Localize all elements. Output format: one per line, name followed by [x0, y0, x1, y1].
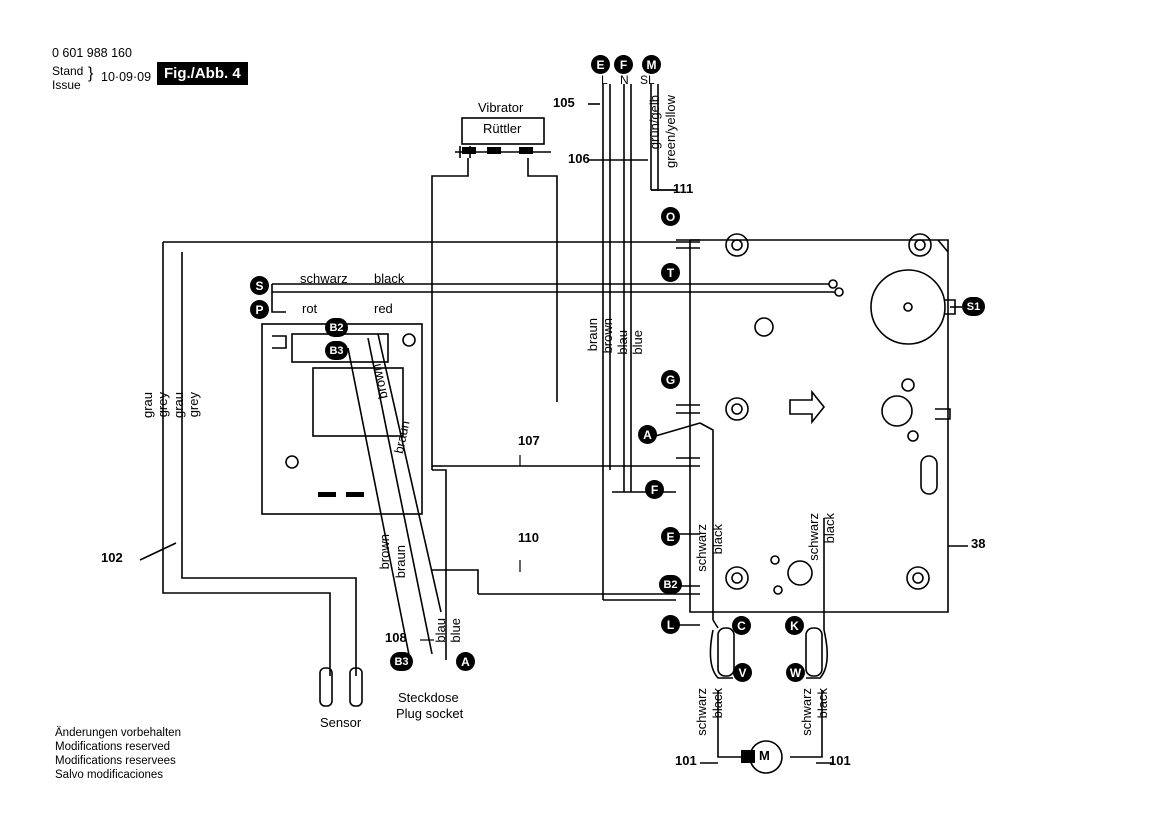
callout-110: 110 [518, 530, 539, 545]
callout-111: 111 [673, 181, 694, 196]
node-G: G [661, 370, 680, 389]
node-M-top: M [642, 55, 661, 74]
label-braun-vertical: braun [585, 318, 600, 352]
label-red: red [374, 301, 393, 316]
node-F-mid: F [645, 480, 664, 499]
label-black-right-motor: black [822, 513, 837, 544]
label-N: N [620, 73, 629, 87]
label-schwarz-motor-lower-right: schwarz [799, 688, 814, 736]
node-C: C [732, 616, 751, 635]
label-braun-diag2: braun [393, 545, 408, 579]
label-blue: blue [448, 618, 463, 643]
callout-106: 106 [568, 151, 590, 166]
node-B2-upper: B2 [325, 318, 348, 337]
callout-38: 38 [971, 536, 986, 551]
label-black-left-motor: black [710, 524, 725, 555]
node-T: T [661, 263, 680, 282]
callout-101-left: 101 [675, 753, 697, 768]
node-O: O [661, 207, 680, 226]
label-grey-2: grey [186, 392, 201, 418]
label-grey-1: grey [155, 392, 170, 418]
label-L: L [601, 73, 608, 87]
node-S: S [250, 276, 269, 295]
node-B3-lower: B3 [390, 652, 413, 671]
label-black-motor-lower-right: black [815, 688, 830, 719]
callout-105: 105 [553, 95, 575, 110]
label-SL: SL [640, 73, 655, 87]
label-schwarz-right-motor: schwarz [806, 513, 821, 561]
node-L: L [661, 615, 680, 634]
figure-badge: Fig./Abb. 4 [157, 62, 248, 85]
issue-label: Issue [52, 78, 81, 92]
node-S1: S1 [962, 297, 985, 316]
label-vibrator-en: Vibrator [478, 100, 524, 115]
node-V: V [733, 663, 752, 682]
node-B2-lower: B2 [659, 575, 682, 594]
footer-line-1: Änderungen vorbehalten [55, 727, 181, 739]
label-brown-diag: brown [368, 362, 391, 401]
header-brace: } [88, 65, 94, 82]
label-blau-vertical: blau [615, 330, 630, 355]
label-schwarz-left-motor: schwarz [694, 524, 709, 572]
stand-label: Stand [52, 64, 84, 78]
label-black-top: black [374, 271, 405, 286]
callout-101-right: 101 [829, 753, 851, 768]
callout-107: 107 [518, 433, 540, 448]
label-vibrator-de: Rüttler [483, 121, 522, 136]
node-A-mid: A [638, 425, 657, 444]
footer-line-3: Modifications reservees [55, 755, 176, 767]
node-E-mid: E [661, 527, 680, 546]
footer-line-4: Salvo modificaciones [55, 769, 164, 781]
label-braun-diag: braun [391, 419, 413, 455]
node-W: W [786, 663, 805, 682]
node-A-bottom: A [456, 652, 475, 671]
label-grau-2: grau [171, 392, 186, 419]
label-brown-diag2: brown [377, 534, 392, 570]
label-black-motor-lower-left: black [710, 688, 725, 719]
label-brown-vertical: brown [600, 318, 615, 354]
part-number: 0 601 988 160 [52, 46, 132, 60]
label-blue-vertical: blue [630, 330, 645, 355]
label-grau-1: grau [140, 392, 155, 419]
node-F-top: F [614, 55, 633, 74]
label-motor: M [759, 748, 770, 763]
label-schwarz-top: schwarz [300, 271, 348, 286]
label-rot: rot [302, 301, 318, 316]
label-sensor: Sensor [320, 715, 362, 730]
label-steckdose: Steckdose [398, 690, 459, 705]
node-E-top: E [591, 55, 610, 74]
label-plug-socket: Plug socket [396, 706, 464, 721]
label-green-yellow: green/yellow [663, 95, 678, 168]
callout-102: 102 [101, 550, 123, 565]
header-date: 10·09·09 [101, 70, 152, 84]
node-P: P [250, 300, 269, 319]
label-schwarz-motor-lower-left: schwarz [694, 688, 709, 736]
callout-108: 108 [385, 630, 407, 645]
label-gruen-gelb: grün/gelb [647, 95, 662, 150]
node-B3-upper: B3 [325, 341, 348, 360]
label-blau: blau [433, 618, 448, 643]
footer-line-2: Modifications reserved [55, 741, 171, 753]
node-K: K [785, 616, 804, 635]
